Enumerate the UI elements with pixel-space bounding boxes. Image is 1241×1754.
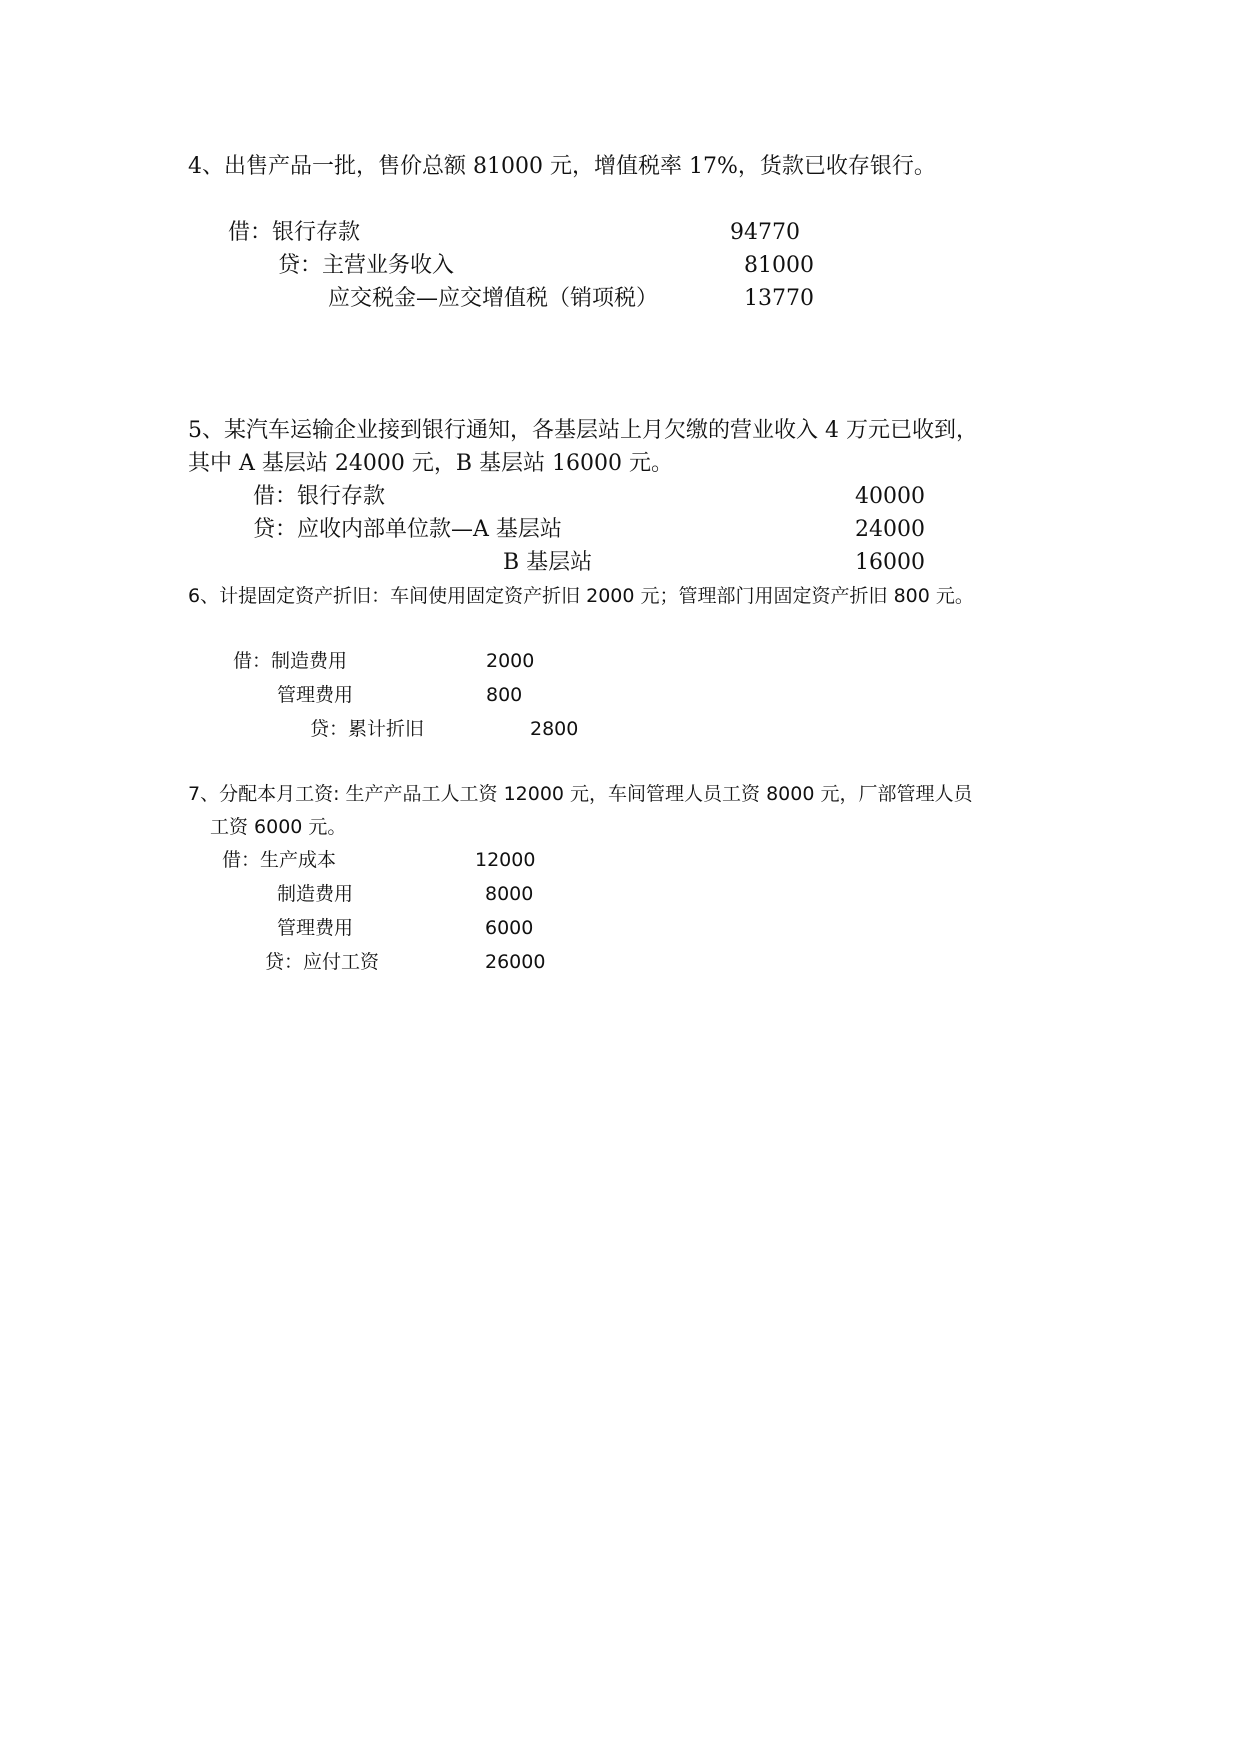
q5-credit-amount-1: 24000 — [855, 517, 925, 542]
q5-debit-amount: 40000 — [855, 484, 925, 509]
q6-debit-account-2: 管理费用 — [277, 684, 354, 706]
q7-debit-account-3: 管理费用 — [277, 917, 354, 939]
q4-credit-amount-2: 13770 — [744, 286, 814, 311]
q7-debit-amount-2: 8000 — [485, 883, 534, 905]
q5-question-line2: 其中 A 基层站 24000 元，B 基层站 16000 元。 — [188, 451, 673, 476]
q5-credit-account-1: 贷：应收内部单位款—A 基层站 — [253, 517, 562, 542]
q7-credit-account: 贷：应付工资 — [265, 951, 380, 973]
q5-credit-amount-2: 16000 — [855, 550, 925, 575]
q5-credit-account-2: B 基层站 — [503, 550, 593, 575]
q4-credit-account-1: 贷：主营业务收入 — [278, 253, 455, 278]
q4-question: 4、出售产品一批，售价总额 81000 元，增值税率 17%，货款已收存银行。 — [188, 154, 936, 179]
q7-debit-amount-3: 6000 — [485, 917, 534, 939]
q7-question-line2: 工资 6000 元。 — [210, 816, 347, 838]
q6-debit-amount-1: 2000 — [486, 650, 535, 672]
q6-debit-amount-2: 800 — [486, 684, 523, 706]
q4-credit-account-2: 应交税金—应交增值税（销项税） — [328, 286, 659, 311]
q7-question-line1: 7、分配本月工资: 生产产品工人工资 12000 元，车间管理人员工资 8000 元，厂部管理人员 — [188, 783, 973, 805]
q4-credit-amount-1: 81000 — [744, 253, 814, 278]
q7-debit-amount-1: 12000 — [475, 849, 536, 871]
q6-question: 6、计提固定资产折旧：车间使用固定资产折旧 2000 元；管理部门用固定资产折旧 800 元。 — [188, 585, 974, 607]
q4-debit-amount: 94770 — [730, 220, 800, 245]
q5-question-line1: 5、某汽车运输企业接到银行通知，各基层站上月欠缴的营业收入 4 万元已收到， — [188, 418, 978, 443]
q4-debit-account: 借：银行存款 — [228, 220, 361, 245]
q6-debit-account-1: 借：制造费用 — [233, 650, 348, 672]
q6-credit-account: 贷：累计折旧 — [310, 718, 425, 740]
q7-debit-account-1: 借：生产成本 — [222, 849, 337, 871]
q5-debit-account: 借：银行存款 — [253, 484, 386, 509]
q7-credit-amount: 26000 — [485, 951, 546, 973]
q7-debit-account-2: 制造费用 — [277, 883, 354, 905]
q6-credit-amount: 2800 — [530, 718, 579, 740]
